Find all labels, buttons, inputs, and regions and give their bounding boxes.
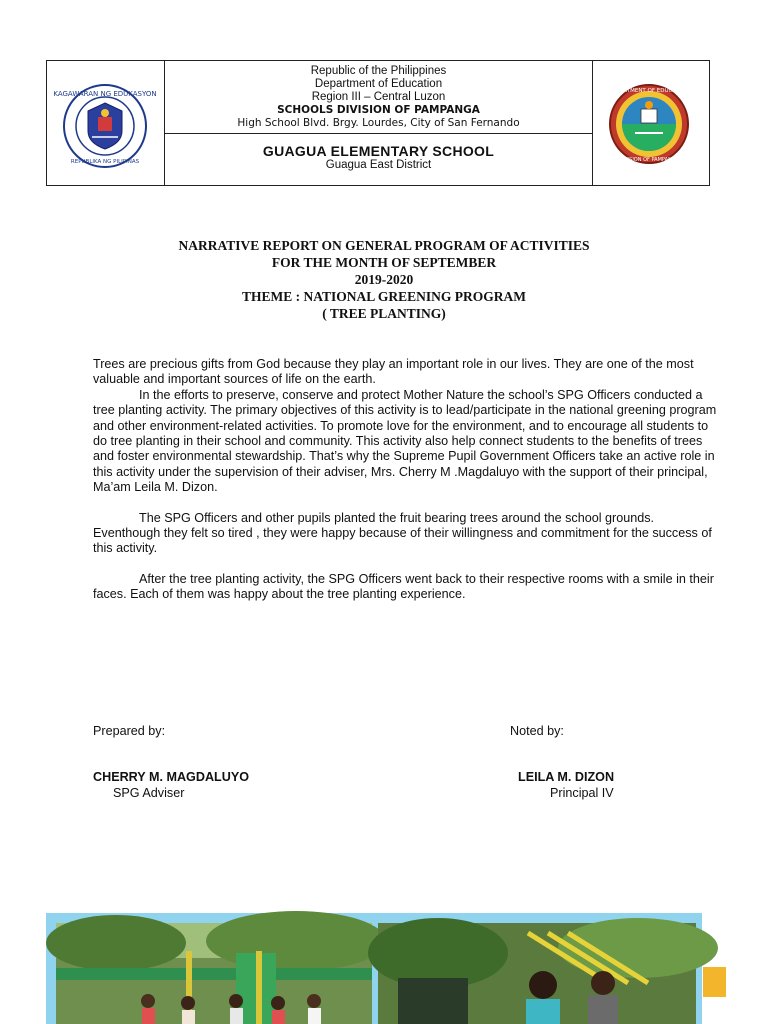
address-line: High School Blvd. Brgy. Lourdes, City of San Fernando <box>237 117 520 129</box>
svg-text:DIVISION OF PAMPANGA: DIVISION OF PAMPANGA <box>618 157 680 163</box>
letterhead-school-block <box>164 135 593 185</box>
student-planting-photo <box>378 923 696 1024</box>
paragraph-after-text: After the tree planting activity, the SPG Officers went back to their respective rooms with a smile in their faces. Each of them was happy about the tree planting experience. <box>93 571 714 602</box>
title-line-5: ( TREE PLANTING) <box>322 306 446 321</box>
noted-by-name: LEILA M. DIZON <box>518 770 615 784</box>
school-name: GUAGUA ELEMENTARY SCHOOL <box>262 143 495 159</box>
division-line: SCHOOLS DIVISION OF PAMPANGA <box>277 104 480 116</box>
letterhead <box>46 60 710 186</box>
paragraph-objectives <box>93 388 723 496</box>
report-title <box>0 237 768 322</box>
svg-text:REPUBLIKA NG PILIPINAS: REPUBLIKA NG PILIPINAS <box>70 159 140 165</box>
noted-by-label: Noted by: <box>510 724 564 738</box>
prepared-by-label: Prepared by: <box>93 724 166 738</box>
division-seal-cell <box>592 61 709 185</box>
photo-collage-frame <box>46 913 702 1024</box>
paragraph-planting-text: The SPG Officers and other pupils planted the fruit bearing trees around the school grounds. Eventhough they felt so tired , they were happy because of their willingness and commitment for the success of this activity. <box>93 510 712 556</box>
republic-line: Republic of the Philippines <box>310 65 447 77</box>
prepared-by-role: SPG Adviser <box>113 786 185 800</box>
deped-seal-cell <box>47 61 165 185</box>
paragraph-after <box>93 572 723 603</box>
paragraph-planting <box>93 511 723 557</box>
title-line-4: THEME : NATIONAL GREENING PROGRAM <box>241 289 526 304</box>
noted-by-role: Principal IV <box>550 786 614 800</box>
svg-text:DEPARTMENT OF EDUCATION: DEPARTMENT OF EDUCATION <box>608 88 690 94</box>
title-line-3: 2019-2020 <box>354 272 414 287</box>
title-line-1: NARRATIVE REPORT ON GENERAL PROGRAM OF ACTIVITIES <box>178 238 590 253</box>
svg-text:KAGAWARAN NG EDUKASYON: KAGAWARAN NG EDUKASYON <box>53 90 157 98</box>
prepared-by-name: CHERRY M. MAGDALUYO <box>93 770 250 784</box>
region-line: Region III – Central Luzon <box>311 91 446 103</box>
department-line: Department of Education <box>314 78 443 90</box>
paragraph-intro: Trees are precious gifts from God because they play an important role in our lives. They are one of the most valuable and important sources of life on the earth. <box>93 357 694 387</box>
division-seal-icon <box>605 83 693 165</box>
letterhead-agency-block <box>164 61 593 134</box>
tree-planting-group-photo <box>56 923 372 1024</box>
deped-seal-icon <box>53 83 157 169</box>
narrative-body <box>93 357 723 603</box>
side-tab <box>703 967 726 997</box>
paragraph-objectives-text: In the efforts to preserve, conserve and protect Mother Nature the school’s SPG Officers conducted a tree planting activity. The primary objectives of this activity is to lead/participate in the national greening program and other environment-related activities. To promote love for the environment, and to encourage all students to do tree planting in their school and community. This activity also help connect students to the benefits of trees and foster environmental stewardship. That’s why the Supreme Pupil Government Officers take an active role in this activity under the supervision of their adviser, Mrs. Cherry M .Magdaluyo with the support of their principal, Ma’am Leila M. Dizon. <box>93 387 717 495</box>
title-line-2: FOR THE MONTH OF SEPTEMBER <box>271 255 497 270</box>
district-name: Guagua East District <box>325 159 432 171</box>
